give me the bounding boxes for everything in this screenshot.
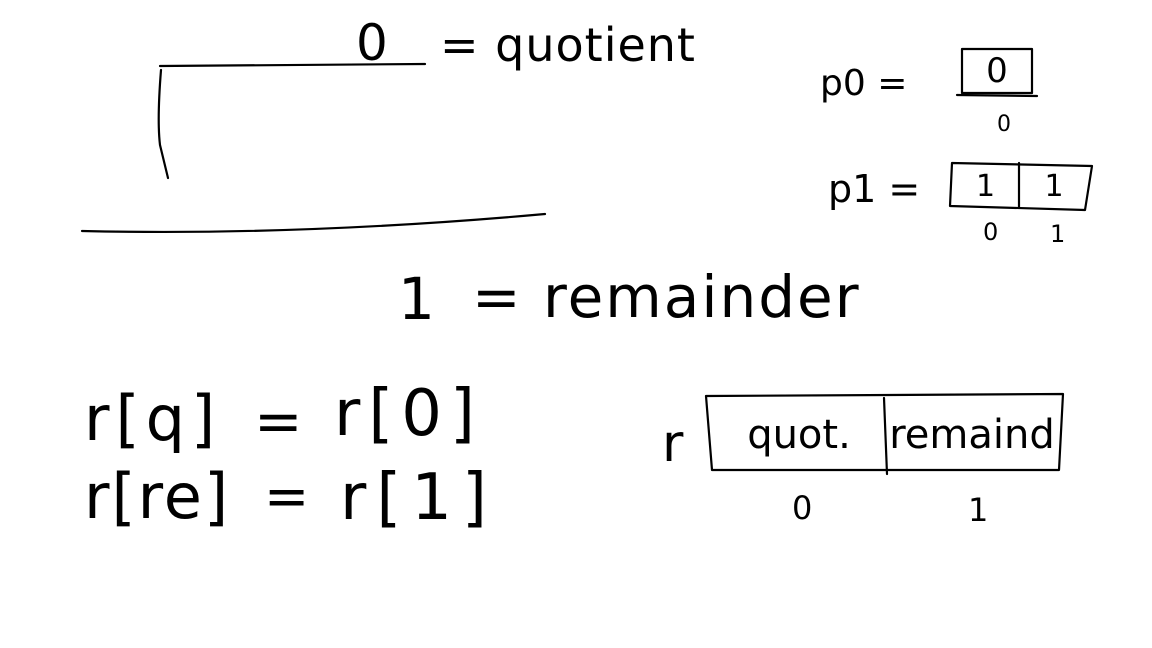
p0-cell-0: 0 <box>986 51 1008 91</box>
p1-label: p1 = <box>828 167 921 211</box>
equation-1-eq: = <box>254 387 303 455</box>
equation-1-rhs: r[0] <box>334 377 483 451</box>
p0-underline <box>957 95 1037 96</box>
record-r-label: r <box>662 414 684 474</box>
record-index-0: 0 <box>792 489 813 527</box>
division-left-stroke <box>159 70 168 178</box>
remainder-label: = remainder <box>472 263 861 331</box>
p0-index-0: 0 <box>997 112 1011 137</box>
equation-2-lhs: r[re] <box>84 460 231 533</box>
remainder-bar <box>82 214 545 232</box>
quotient-value: 0 <box>356 14 388 72</box>
quotient-label: = quotient <box>440 18 696 72</box>
equation-1-lhs: r[q] <box>84 382 222 455</box>
remainder-value: 1 <box>398 265 435 333</box>
p0-label: p0 = <box>820 63 908 104</box>
p1-cell-0: 1 <box>975 168 996 204</box>
p1-index-1: 1 <box>1050 220 1066 248</box>
equation-2-rhs: r[1] <box>340 461 497 535</box>
record-index-1: 1 <box>968 491 989 529</box>
record-field-quot: quot. <box>747 412 851 458</box>
p1-index-0: 0 <box>983 218 999 246</box>
equation-2-eq: = <box>264 465 310 528</box>
record-field-remaind: remaind <box>889 412 1055 458</box>
p1-cell-1: 1 <box>1044 168 1064 204</box>
